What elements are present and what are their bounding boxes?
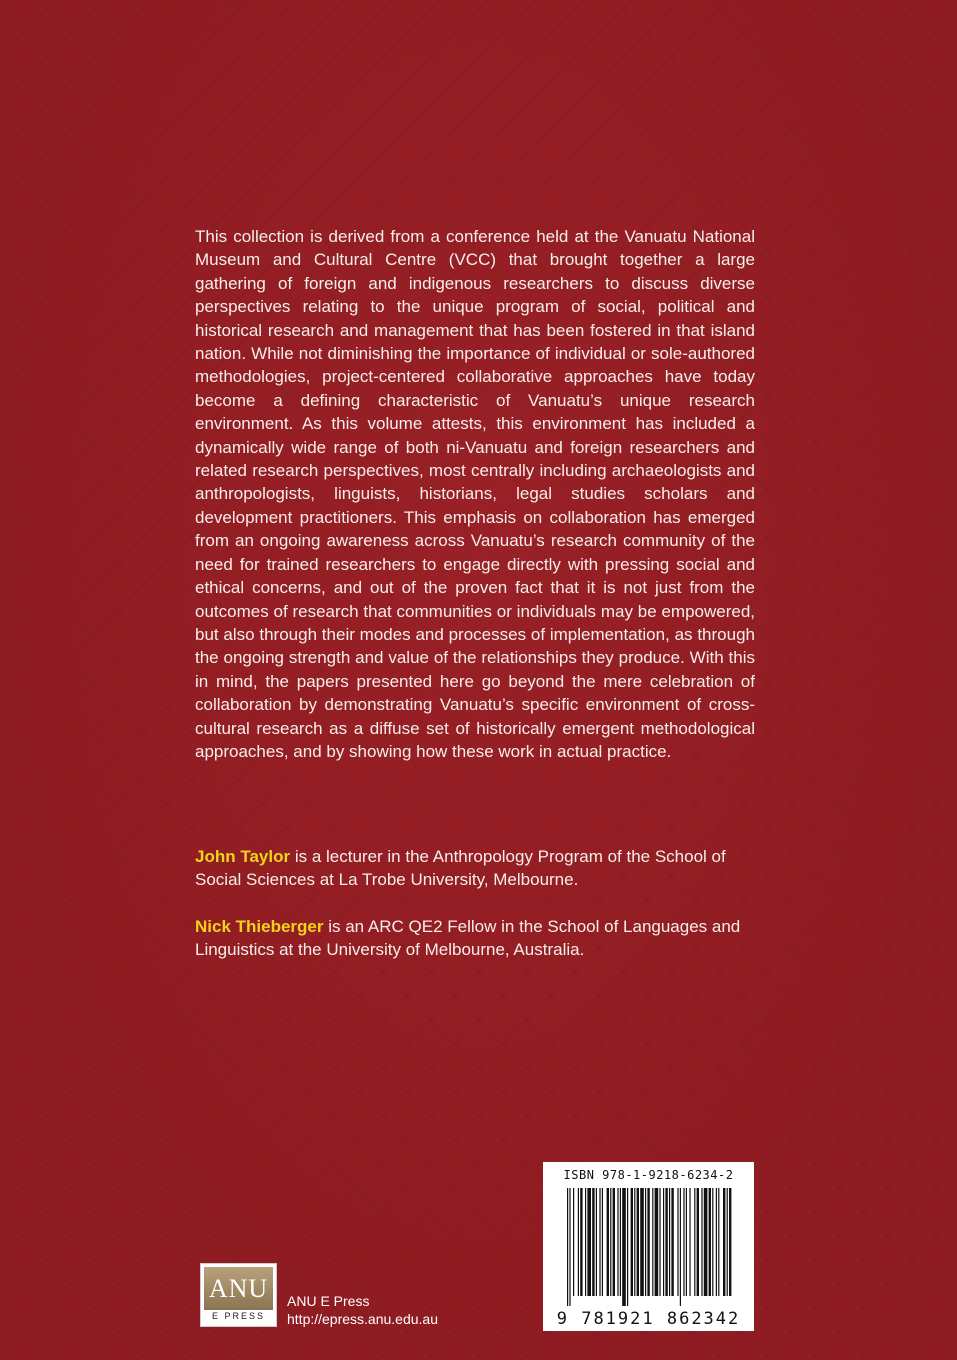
barcode-bar [627, 1188, 628, 1306]
publisher-url[interactable]: http://epress.anu.edu.au [287, 1311, 438, 1327]
barcode-bar [704, 1188, 708, 1296]
barcode-bar [640, 1188, 644, 1296]
barcode-bar [709, 1188, 711, 1296]
barcode-bar [622, 1188, 626, 1306]
author-bio-thieberger [195, 915, 760, 962]
barcode-bar [585, 1188, 586, 1296]
isbn-label: ISBN 978-1-9218-6234-2 [563, 1168, 734, 1182]
barcode-bar [610, 1188, 611, 1296]
barcode-bar [602, 1188, 603, 1296]
barcode-bar [663, 1188, 664, 1296]
barcode-bar [607, 1188, 609, 1296]
barcode-bar [718, 1188, 719, 1296]
barcode-bar [637, 1188, 639, 1296]
barcode-bar [729, 1188, 731, 1296]
anu-epress-logo [200, 1263, 277, 1327]
barcode-bar [580, 1188, 582, 1296]
barcode-bar [694, 1188, 695, 1296]
author-bio-text: is a lecturer in the Anthropology Program of the School of Social Sciences at La Trobe University, Melbourne. [195, 847, 726, 890]
barcode-bar [569, 1188, 570, 1306]
barcode-bar [645, 1188, 646, 1296]
back-cover-blurb: This collection is derived from a conference held at the Vanuatu National Museum and Cultural Centre (VCC) that brought together a large gathering of foreign and indigenous researchers to discuss diverse perspectives relating to the unique program of social, political and historical research and management that has been fostered in that island nation. While not diminishing the importance of individual or sole-authored methodologies, project-centered collaborative approaches have today become a defining characteristic of Vanuatu’s unique research environment. As this volume attests, this environment has included a dynamically wide range of both ni-Vanuatu and foreign researchers and related research perspectives, most centrally including archaeologists and anthropologists, linguists, historians, legal studies scholars and development practitioners. This emphasis on collaboration has emerged from an ongoing awareness across Vanuatu’s research community of the need for trained researchers to engage directly with pressing social and ethical concerns, and out of the proven fact that it is not just from the outcomes of research that communities or individuals may be empowered, but also through their modes and processes of implementation, as through the ongoing strength and value of the relationships they produce. With this in mind, the papers presented here go beyond the mere celebration of collaboration by demonstrating Vanuatu’s specific environment of cross-cultural research as a diffuse set of historically emergent methodological approaches, and by showing how these work in actual practice. [195, 227, 755, 761]
barcode-bar [701, 1188, 702, 1296]
barcode-bar [578, 1188, 579, 1296]
barcode-bar [680, 1188, 681, 1306]
publisher-name: ANU E Press [287, 1293, 370, 1309]
barcode-bar [727, 1188, 728, 1296]
barcode-bar [634, 1188, 635, 1296]
barcode-bar [592, 1188, 594, 1296]
barcode-bar [617, 1188, 618, 1296]
logo-epress-text: E PRESS [211, 1311, 265, 1321]
barcode-bar [671, 1188, 673, 1296]
barcode-bar [599, 1188, 600, 1296]
author-name: Nick Thieberger [195, 917, 324, 936]
barcode-bar [573, 1188, 574, 1296]
barcode-bar [587, 1188, 591, 1296]
barcode-bar [712, 1188, 713, 1296]
barcode-bar [697, 1188, 699, 1296]
barcode-bar [596, 1188, 597, 1296]
barcode-bar [677, 1188, 678, 1296]
barcode-bar [665, 1188, 667, 1296]
barcode-bar [631, 1188, 633, 1296]
barcode-bar [613, 1188, 615, 1296]
author-bio-taylor [195, 845, 760, 892]
isbn-barcode-panel [543, 1162, 754, 1331]
barcode-bar [655, 1188, 659, 1296]
author-bio-text: is an ARC QE2 Fellow in the School of Languages and Linguistics at the University of Melbourne, Australia. [195, 917, 741, 960]
barcode-bar [716, 1188, 717, 1296]
barcode [565, 1188, 732, 1306]
barcode-bar [567, 1188, 568, 1306]
ean-digits: 9 781921 862342 [556, 1309, 741, 1329]
author-name: John Taylor [195, 847, 291, 866]
barcode-bar [686, 1188, 687, 1296]
barcode-bar [689, 1188, 690, 1296]
barcode-bar [647, 1188, 649, 1296]
barcode-bar [683, 1188, 684, 1296]
barcode-bar [723, 1188, 725, 1296]
barcode-bar [620, 1188, 621, 1296]
barcode-bar [669, 1188, 670, 1296]
publisher-info [287, 1292, 438, 1328]
barcode-bar [652, 1188, 653, 1296]
logo-anu-text: ANU [204, 1267, 273, 1310]
barcode-bar [659, 1188, 660, 1296]
